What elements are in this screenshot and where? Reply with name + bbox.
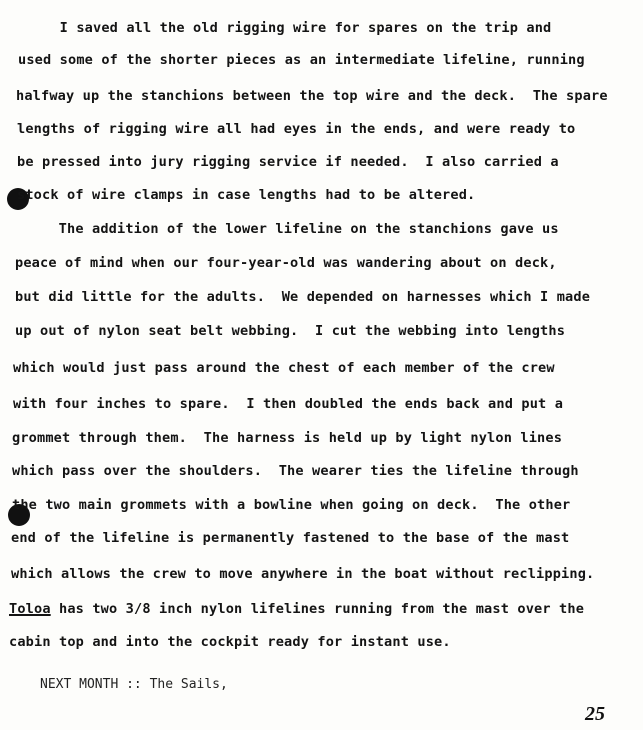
text-line: which pass over the shoulders. The wearer ties the lifeline through [12, 463, 579, 479]
text-line: lengths of rigging wire all had eyes in the ends, and were ready to [17, 121, 576, 137]
text-line: which would just pass around the chest of each member of the crew [13, 360, 555, 376]
text-line: The addition of the lower lifeline on the stanchions gave us [17, 221, 559, 237]
text-line: stock of wire clamps in case lengths had to be altered. [17, 187, 476, 203]
boat-name: Toloa [9, 601, 51, 617]
text-line [9, 601, 584, 617]
text-line: with four inches to spare. I then doubled the ends back and put a [13, 396, 564, 412]
text-line: cabin top and into the cockpit ready for instant use. [9, 634, 451, 650]
text-line: peace of mind when our four-year-old was wandering about on deck, [15, 255, 557, 271]
text-line: I saved all the old rigging wire for spares on the trip and [18, 20, 552, 36]
text-line: up out of nylon seat belt webbing. I cut the webbing into lengths [15, 323, 566, 339]
text-line: grommet through them. The harness is held up by light nylon lines [12, 430, 563, 446]
text-line-rest: has two 3/8 inch nylon lifelines running from the mast over the [50, 601, 585, 617]
text-line: end of the lifeline is permanently fastened to the base of the mast [11, 530, 570, 546]
text-line: halfway up the stanchions between the top wire and the deck. The spare [16, 88, 608, 104]
text-line: the two main grommets with a bowline when going on deck. The other [12, 497, 571, 513]
text-line: which allows the crew to move anywhere in the boat without reclipping. [11, 566, 595, 582]
text-line: be pressed into jury rigging service if needed. I also carried a [17, 154, 559, 170]
next-month-footer: NEXT MONTH :: The Sails, [40, 677, 228, 692]
text-line: used some of the shorter pieces as an intermediate lifeline, running [18, 52, 585, 68]
text-line: but did little for the adults. We depended on harnesses which I made [15, 289, 591, 305]
page-number: 25 [585, 703, 605, 725]
